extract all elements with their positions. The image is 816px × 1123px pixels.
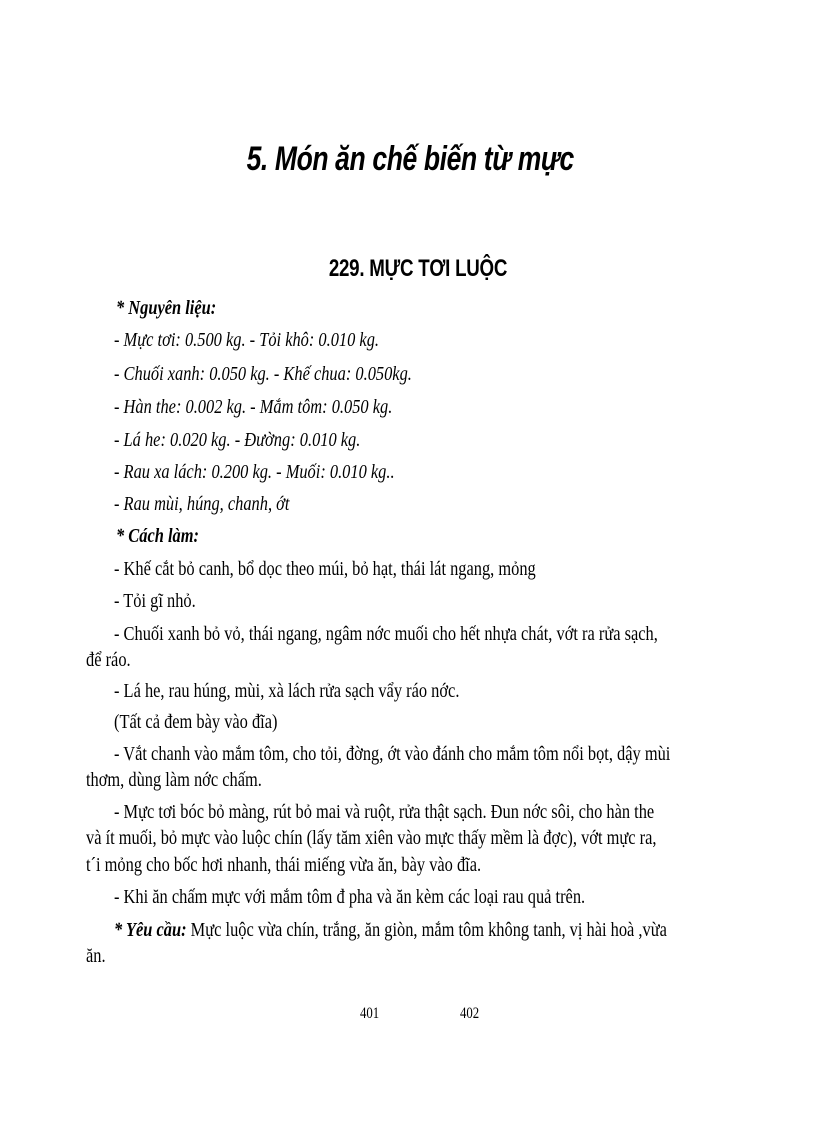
recipe-title: 229. MỰC TƠI LUỘC bbox=[328, 255, 508, 282]
method-line: - Chuối xanh bỏ vỏ, thái ngang, ngâm nớc muối cho hết nhựa chát, vớt ra rửa sạch, bbox=[114, 623, 658, 645]
method-line: (Tất cả đem bày vào đĩa) bbox=[114, 711, 278, 733]
method-line: thơm, dùng làm nớc chấm. bbox=[86, 769, 262, 791]
ingredient-line: - Hàn the: 0.002 kg. - Mắm tôm: 0.050 kg. bbox=[114, 396, 393, 418]
ingredient-line: - Rau mùi, húng, chanh, ớt bbox=[114, 493, 290, 515]
method-line: - Khi ăn chấm mực với mắm tôm đ pha và ăn kèm các loại rau quả trên. bbox=[114, 886, 586, 908]
method-heading: * Cách làm: bbox=[116, 525, 199, 547]
page-number-right: 402 bbox=[460, 1005, 480, 1022]
method-line: để ráo. bbox=[86, 649, 131, 671]
ingredient-line: - Lá he: 0.020 kg. - Đường: 0.010 kg. bbox=[114, 429, 361, 451]
requirement-line bbox=[114, 918, 667, 942]
requirement-text: Mực luộc vừa chín, trắng, ăn giòn, mắm tôm không tanh, vị hài hoà ,vừa bbox=[186, 919, 667, 941]
method-line: - Mực tơi bóc bỏ màng, rút bỏ mai và ruột, rửa thật sạch. Đun nớc sôi, cho hàn the bbox=[114, 801, 655, 823]
method-line: - Tỏi gĩ nhỏ. bbox=[114, 590, 196, 612]
page-number-left: 401 bbox=[360, 1005, 380, 1022]
ingredient-line: - Chuối xanh: 0.050 kg. - Khế chua: 0.050kg. bbox=[114, 363, 412, 385]
method-line: - Lá he, rau húng, mùi, xà lách rửa sạch vẩy ráo nớc. bbox=[114, 680, 460, 702]
method-line: và ít muối, bỏ mực vào luộc chín (lấy tăm xiên vào mực thấy mềm là đợc), vớt mực ra, bbox=[86, 827, 657, 849]
method-line: - Khế cắt bỏ canh, bổ dọc theo múi, bỏ hạt, thái lát ngang, mỏng bbox=[114, 558, 536, 580]
method-line: - Vắt chanh vào mắm tôm, cho tỏi, đờng, ớt vào đánh cho mắm tôm nổi bọt, dậy mùi bbox=[114, 743, 671, 765]
requirement-heading: * Yêu cầu: bbox=[114, 919, 187, 941]
requirement-line-2: ăn. bbox=[86, 945, 106, 967]
method-line: t´i mỏng cho bốc hơi nhanh, thái miếng vừa ăn, bày vào đĩa. bbox=[86, 854, 482, 876]
ingredients-heading: * Nguyên liệu: bbox=[116, 297, 217, 319]
chapter-title: 5. Món ăn chế biến từ mực bbox=[246, 140, 574, 178]
ingredient-line: - Rau xa lách: 0.200 kg. - Muối: 0.010 kg.. bbox=[114, 461, 395, 483]
ingredient-line: - Mực tơi: 0.500 kg. - Tỏi khô: 0.010 kg. bbox=[114, 329, 380, 351]
